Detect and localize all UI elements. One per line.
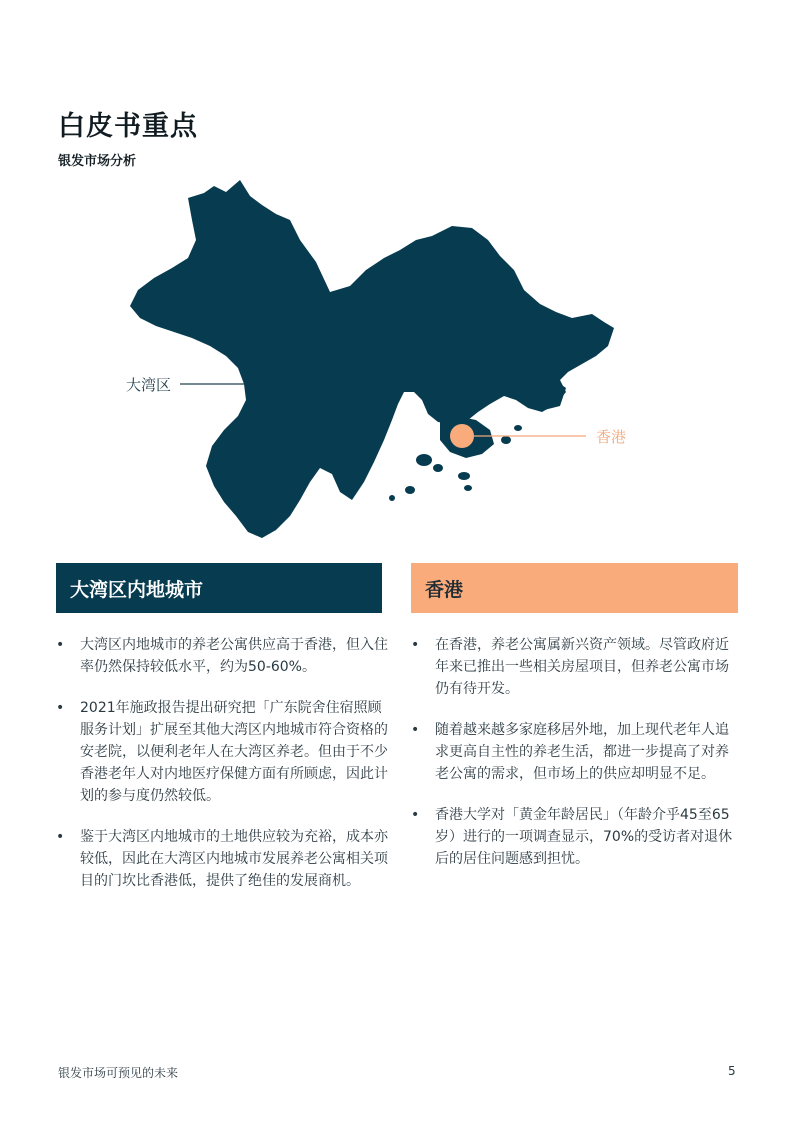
gba-mainland-heading: 大湾区内地城市 xyxy=(56,563,382,613)
map-islet xyxy=(458,472,470,480)
footer-text: 银发市场可预见的未来 xyxy=(58,1066,179,1080)
page-title: 白皮书重点 xyxy=(58,111,198,142)
list-item: • 鉴于大湾区内地城市的土地供应较为充裕，成本亦较低，因此在大湾区内地城市发展养老公寓相关项目的门坎比香港低，提供了绝佳的发展商机。 xyxy=(56,826,390,892)
map-landmass xyxy=(130,180,614,538)
map-islet xyxy=(416,454,432,466)
map-islet xyxy=(514,425,522,431)
greater-bay-area-map xyxy=(0,170,793,550)
page-subtitle: 银发市场分析 xyxy=(58,154,137,169)
map-label-hong-kong: 香港 xyxy=(596,428,627,446)
gba-mainland-list xyxy=(56,634,390,911)
list-item: • 2021年施政报告提出研究把「广东院舍住宿照顾服务计划」扩展至其他大湾区内地城市符合资格的安老院，以便利老年人在大湾区养老。但由于不少香港老年人对内地医疗保健方面有所顾虑，因此计划的参与度仍然较低。 xyxy=(56,697,390,807)
hong-kong-heading: 香港 xyxy=(411,563,738,613)
map-islet xyxy=(501,436,511,444)
map-islet xyxy=(405,486,415,494)
list-item: • 香港大学对「黄金年龄居民」（年龄介乎45至65岁）进行的一项调查显示，70%的受访者对退休后的居住问题感到担忧。 xyxy=(411,804,741,870)
hk-marker xyxy=(450,424,474,448)
map-islet xyxy=(389,495,395,501)
list-item: • 在香港，养老公寓属新兴资产领域。尽管政府近年来已推出一些相关房屋项目，但养老公寓市场仍有待开发。 xyxy=(411,634,741,700)
map-islet xyxy=(433,464,443,472)
list-item: • 大湾区内地城市的养老公寓供应高于香港，但入住率仍然保持较低水平，约为50-60%。 xyxy=(56,634,390,678)
hong-kong-list xyxy=(411,634,741,889)
map-islet xyxy=(246,515,254,521)
map-islet xyxy=(464,485,472,491)
list-item: • 随着越来越多家庭移居外地，加上现代老年人追求更高自主性的养老生活，都进一步提高了对养老公寓的需求，但市场上的供应却明显不足。 xyxy=(411,719,741,785)
page-number: 5 xyxy=(728,1064,736,1078)
map-label-greater-bay-area: 大湾区 xyxy=(126,376,172,394)
